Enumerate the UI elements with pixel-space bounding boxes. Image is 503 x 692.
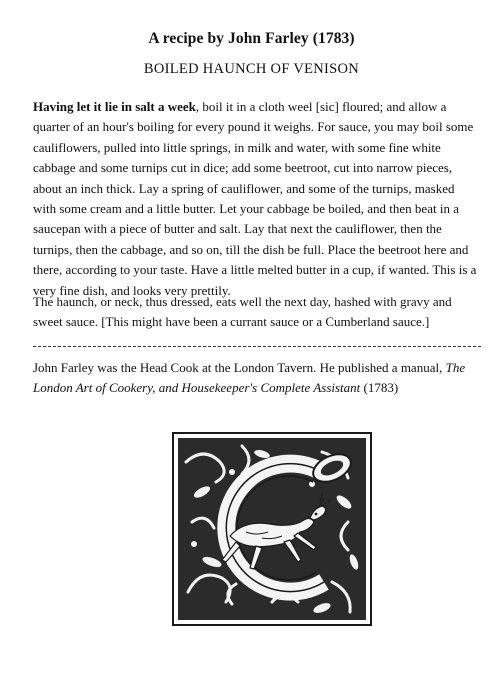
recipe-lead-phrase: Having let it lie in salt a week — [33, 99, 196, 114]
author-note-text: John Farley was the Head Cook at the London Tavern. He published a manual, — [33, 360, 446, 375]
section-divider — [33, 346, 481, 347]
recipe-paragraph-1-text: , boil it in a cloth weel [sic] floured; and allow a quarter of an hour's boiling for every pound it weighs. For sauce, you may boil some cauliflowers, pulled into little springs, in milk and water, with some fine white cabbage and some turnips cut in dice; add some beetroot, cut into narrow pieces, about an inch thick. Lay a spring of cauliflower, and some of the turnips, masked with some cream and a little butter. Let your cabbage be boiled, and then beat in a saucepan with a piece of butter and salt. Lay that next the cauliflower, then the turnips, then the cabbage, and so on, till the dish be full. Place the beetroot here and there, according to your taste. Have a little melted butter in a cup, if wanted. This is a very fine dish, and looks very prettily. — [33, 99, 477, 298]
author-note-year: (1783) — [360, 380, 399, 396]
page-title: A recipe by John Farley (1783) — [148, 30, 355, 47]
woodcut-initial-c-with-deer-icon — [172, 432, 372, 626]
recipe-paragraph-2: The haunch, or neck, thus dressed, eats well the next day, hashed with gravy and sweet sauce. [This might have been a currant sauce or a Cumberland sauce.] — [33, 294, 452, 330]
author-note — [33, 358, 480, 399]
recipe-title: BOILED HAUNCH OF VENISON — [143, 61, 360, 77]
recipe-paragraph-1 — [33, 97, 480, 301]
book-title: The London Art of Cookery, and Housekeeper's Complete Assistant — [33, 360, 466, 396]
